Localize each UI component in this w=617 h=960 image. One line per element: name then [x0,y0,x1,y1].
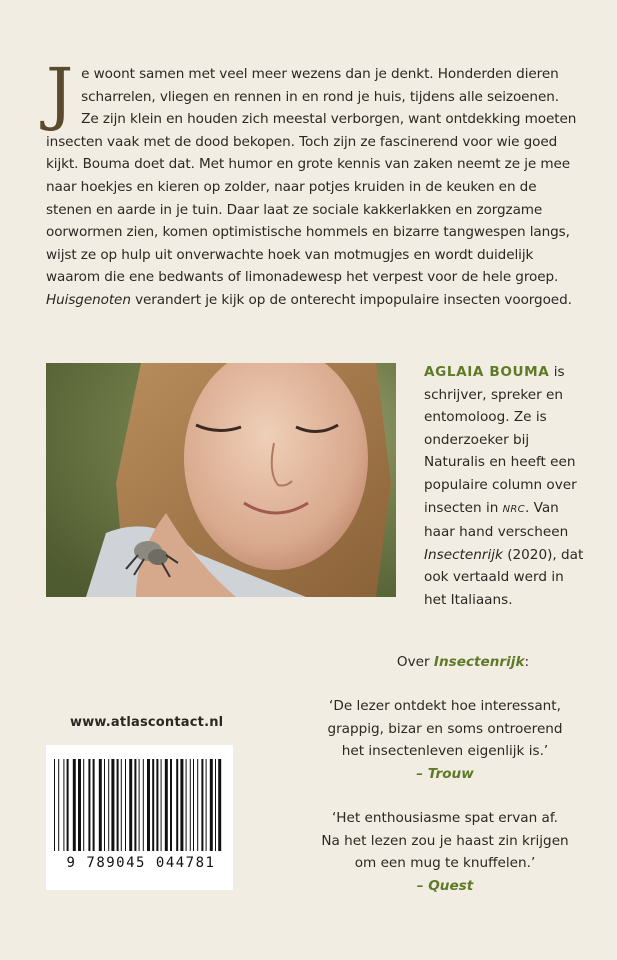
author-photo [46,363,396,597]
barcode-bar [143,759,144,851]
barcode-bar [125,759,126,851]
barcode-bar [104,759,105,851]
barcode-bar [210,759,213,851]
previous-book-title: Insectenrijk [424,546,503,563]
reviewed-book-title: Insectenrijk [433,654,525,670]
barcode-bar [121,759,122,851]
isbn-digits: 9 789045 044781 [66,855,216,871]
quote-line: ‘Het enthousiasme spat ervan af. [331,810,558,826]
bio-text-3: (2020), dat ook vertaald werd in het Italiaans. [424,546,584,608]
author-name: AGLAIA BOUMA [424,364,550,380]
book-title: Huisgenoten [46,291,131,308]
barcode-bar [197,759,198,851]
quote-line: het insectenleven eigenlijk is.’ [341,743,549,759]
barcode-bar [165,759,168,851]
barcode-bar [58,759,59,851]
barcode-bars [54,759,225,851]
author-photo-illustration [46,363,396,597]
blurb-text-end: verandert je kijk op de onterecht impopulaire insecten voorgoed. [130,291,572,308]
barcode-bar [111,759,114,851]
barcode-bar [152,759,154,851]
bio-text: is schrijver, spreker en entomoloog. Ze is onderzoeker bij Naturalis en heeft een populaire column over insecten in [424,364,577,516]
barcode-bar [186,759,187,851]
barcode-bar [218,759,221,851]
barcode-bar [215,759,216,851]
barcode-bar [190,759,191,851]
barcode-bar [88,759,90,851]
author-bio [424,361,584,612]
barcode-bar [54,759,55,851]
barcode-bar [180,759,183,851]
barcode-bar [129,759,132,851]
barcode-bar [108,759,109,851]
quote-line: grappig, bizar en soms ontroerend [327,720,563,737]
barcode-bar [63,759,64,851]
barcode-bar [78,759,81,851]
barcode-bar [83,759,84,851]
blurb-text: e woont samen met veel meer wezens dan je denkt. Honderden dieren scharrelen, vliegen en rennen in en rond je huis, tijdens alle seizoenen. Ze zijn klein en houden zich meestal verborgen, want ontdekking moeten insecten vaak met de dood bekopen. Toch zijn ze fascinerend voor wie goed kijkt. Bouma doet dat. Met humor en grote kennis van zaken neemt ze je mee naar hoekjes en kieren op zolder, naar potjes kruiden in de keuken en de stenen en aarde in je tuin. Daar laat ze sociale kakkerlakken en zorgzame oorwormen zien, komen optimistische hommels en bizarre tangwespen langs, wijst ze op hulp uit onverwachte hoek van motmugjes en wordt duidelijk waarom die ene bedwants of limonadewesp het verpest voor de hele groep. [46,66,577,286]
barcode-bar [93,759,95,851]
quote-line: om een mug te knuffelen.’ [354,855,536,871]
barcode-bar [73,759,76,851]
barcode-bar [117,759,119,851]
barcode-bar [193,759,194,851]
barcode-bar [176,759,178,851]
barcode-bar [161,759,162,851]
barcode-bar [139,759,140,851]
quote-source: – Trouw [416,765,474,782]
barcode-bar [99,759,102,851]
isbn-barcode [46,745,233,890]
newspaper-name: NRC [502,503,525,515]
review-quote-1 [280,695,610,785]
barcode-bar [206,759,207,851]
quote-line: ‘De lezer ontdekt hoe interessant, [329,698,561,714]
drop-cap: J [46,55,74,134]
reviews-heading: Over Insectenrijk: [396,654,530,670]
bio-text-2: . Van haar hand verscheen [424,499,569,541]
publisher-website: www.atlascontact.nl [70,715,224,730]
barcode-bar [201,759,203,851]
barcode-bar [147,759,150,851]
quote-source: – Quest [416,877,474,894]
quote-line: Na het lezen zou je haast zin krijgen [321,832,569,849]
book-blurb [46,55,578,312]
barcode-bar [156,759,158,851]
barcode-bar [134,759,136,851]
barcode-bar [170,759,172,851]
review-quote-2 [280,807,610,897]
barcode-bar [67,759,69,851]
